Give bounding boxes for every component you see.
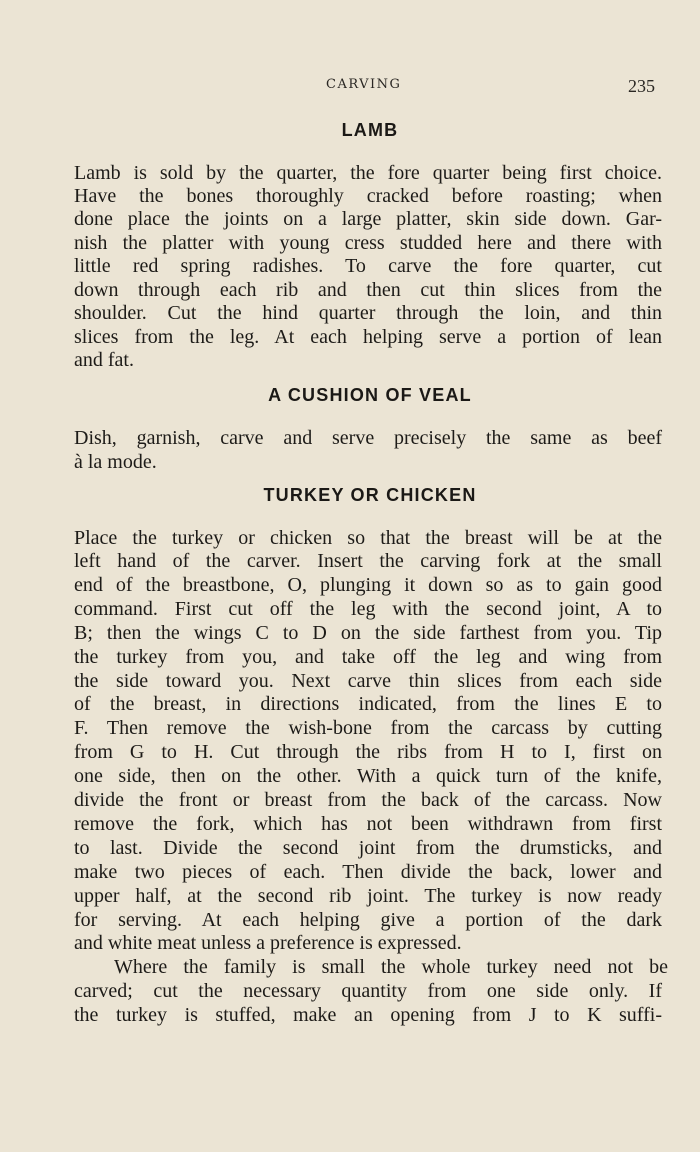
paragraph-line: command. First cut off the leg with the second joint, A to <box>74 598 662 620</box>
section-title-lamb: LAMB <box>341 120 399 140</box>
paragraph-line: from G to H. Cut through the ribs from H to I, first on <box>74 741 662 763</box>
paragraph-line: end of the breastbone, O, plunging it down so as to gain good <box>74 574 662 596</box>
paragraph-line: shoulder. Cut the hind quarter through the loin, and thin <box>74 302 662 324</box>
paragraph-line: down through each rib and then cut thin slices from the <box>74 279 662 301</box>
paragraph-line: Place the turkey or chicken so that the breast will be at the <box>74 527 662 549</box>
paragraph-line: the side toward you. Next carve thin slices from each side <box>74 670 662 692</box>
running-head: CARVING <box>326 77 402 92</box>
paragraph-line: left hand of the carver. Insert the carving fork at the small <box>74 550 662 572</box>
paragraph-line: make two pieces of each. Then divide the back, lower and <box>74 861 662 883</box>
paragraph-line: B; then the wings C to D on the side farthest from you. Tip <box>74 622 662 644</box>
paragraph-line: Have the bones thoroughly cracked before roasting; when <box>74 185 662 207</box>
paragraph-line: carved; cut the necessary quantity from one side only. If <box>74 980 662 1002</box>
page-number: 235 <box>628 76 655 96</box>
paragraph-line: upper half, at the second rib joint. The turkey is now ready <box>74 885 662 907</box>
paragraph-line: slices from the leg. At each helping serve a portion of lean <box>74 326 662 348</box>
paragraph-line: and fat. <box>74 349 134 371</box>
paragraph-line: of the breast, in directions indicated, from the lines E to <box>74 693 662 715</box>
paragraph-line: the turkey is stuffed, make an opening from J to K suffi- <box>74 1004 662 1026</box>
paragraph-line: to last. Divide the second joint from the drumsticks, and <box>74 837 662 859</box>
paragraph-line: divide the front or breast from the back of the carcass. Now <box>74 789 662 811</box>
paragraph-line: the turkey from you, and take off the leg and wing from <box>74 646 662 668</box>
section-title-turkey: TURKEY OR CHICKEN <box>263 485 477 505</box>
paragraph-line: F. Then remove the wish-bone from the carcass by cutting <box>74 717 662 739</box>
section-title-veal: A CUSHION OF VEAL <box>268 385 472 405</box>
paragraph-line: à la mode. <box>74 451 157 473</box>
paragraph-line: one side, then on the other. With a quick turn of the knife, <box>74 765 662 787</box>
paragraph-line: Lamb is sold by the quarter, the fore quarter being first choice. <box>74 162 662 184</box>
paragraph-line: nish the platter with young cress studded here and there with <box>74 232 662 254</box>
paragraph-line: remove the fork, which has not been withdrawn from first <box>74 813 662 835</box>
paragraph-line: little red spring radishes. To carve the fore quarter, cut <box>74 255 662 277</box>
paragraph-line: done place the joints on a large platter, skin side down. Gar- <box>74 208 662 230</box>
paragraph-line: and white meat unless a preference is expressed. <box>74 932 462 954</box>
paragraph-line: Dish, garnish, carve and serve precisely the same as beef <box>74 427 662 449</box>
paragraph-line: Where the family is small the whole turkey need not be <box>114 956 668 978</box>
paragraph-line: for serving. At each helping give a portion of the dark <box>74 909 662 931</box>
